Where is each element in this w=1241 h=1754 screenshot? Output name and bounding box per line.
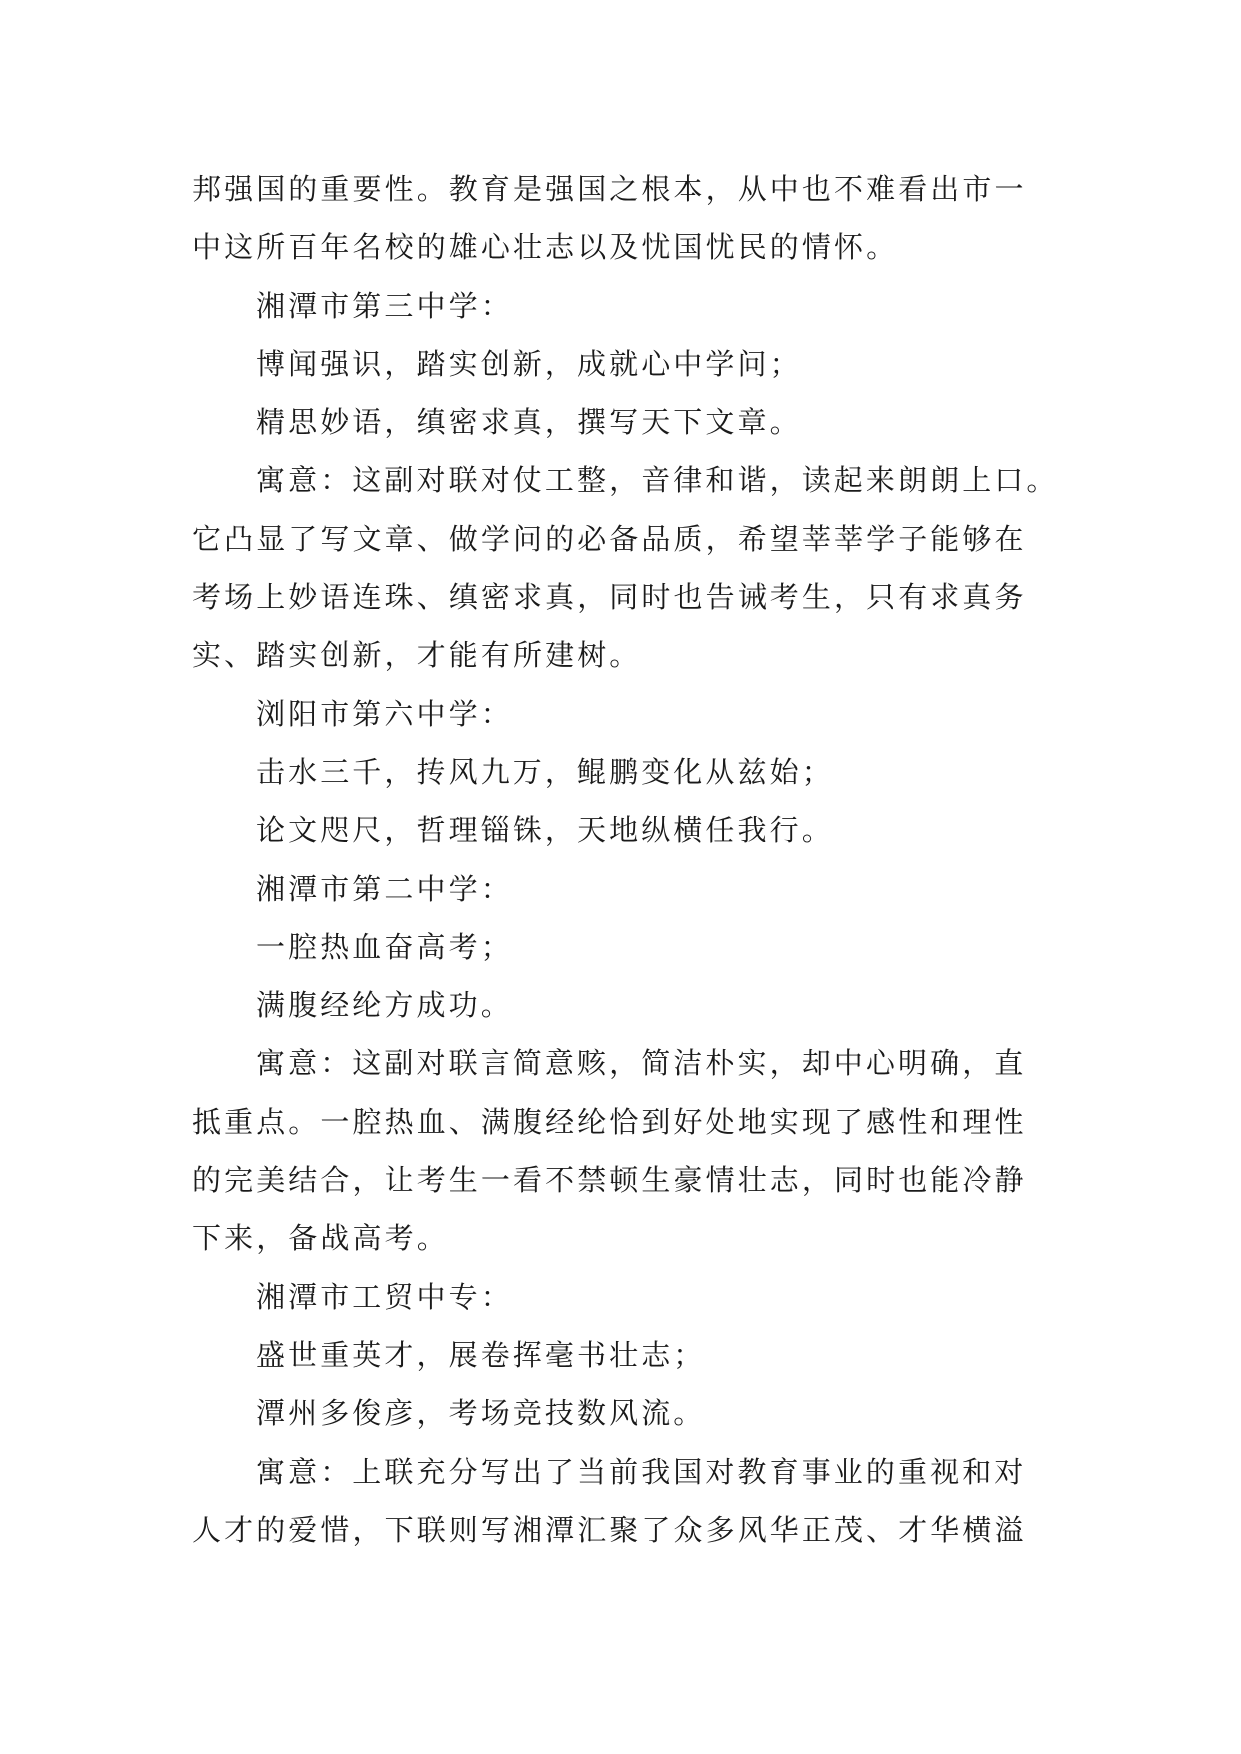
paragraph-line: 的完美结合，让考生一看不禁顿生豪情壮志，同时也能冷静 [192,1163,1027,1198]
couplet-line: 潭州多俊彦，考场竞技数风流。 [256,1396,706,1431]
paragraph-line: 考场上妙语连珠、缜密求真，同时也告诫考生，只有求真务 [192,580,1027,615]
couplet-line: 一腔热血奋高考； [256,929,513,964]
couplet-line: 精思妙语，缜密求真，撰写天下文章。 [256,405,802,440]
school-heading: 湘潭市第二中学： [256,871,513,906]
couplet-line: 博闻强识，踏实创新，成就心中学问； [256,346,802,381]
school-heading: 浏阳市第六中学： [256,696,513,731]
couplet-line: 击水三千，抟风九万，鲲鹏变化从兹始； [256,754,834,789]
school-heading: 湘潭市工贸中专： [256,1279,513,1314]
couplet-line: 盛世重英才，展卷挥毫书壮志； [256,1337,706,1372]
paragraph-line: 人才的爱惜，下联则写湘潭汇聚了众多风华正茂、才华横溢 [192,1512,1027,1547]
paragraph-line: 邦强国的重要性。教育是强国之根本，从中也不难看出市一 [192,172,1027,206]
paragraph-line: 中这所百年名校的雄心壮志以及忧国忧民的情怀。 [192,230,899,265]
school-heading: 湘潭市第三中学： [256,288,513,323]
paragraph-line: 实、踏实创新，才能有所建树。 [192,638,642,673]
paragraph-line: 寓意：这副对联言简意赅，简洁朴实，却中心明确，直 [256,1046,1027,1081]
couplet-line: 论文咫尺，哲理锱铢，天地纵横任我行。 [256,813,834,848]
document-page [192,160,1059,1559]
paragraph-line: 寓意：这副对联对仗工整，音律和谐，读起来朗朗上口。 [256,463,1059,498]
paragraph-line: 抵重点。一腔热血、满腹经纶恰到好处地实现了感性和理性 [192,1104,1027,1139]
paragraph-line: 它凸显了写文章、做学问的必备品质，希望莘莘学子能够在 [192,521,1027,556]
paragraph-line: 寓意：上联充分写出了当前我国对教育事业的重视和对 [256,1454,1027,1489]
paragraph-line: 下来，备战高考。 [192,1221,449,1256]
couplet-line: 满腹经纶方成功。 [256,988,513,1023]
